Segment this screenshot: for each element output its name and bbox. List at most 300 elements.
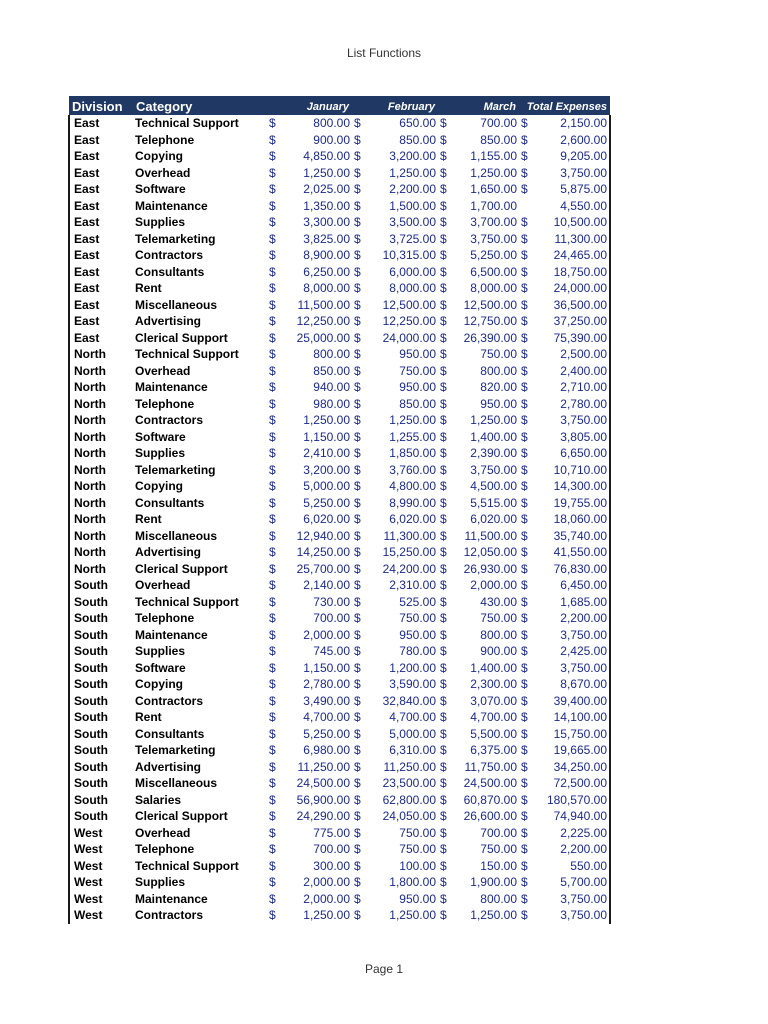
february-cell-value: 5,000.00	[389, 726, 436, 741]
currency-symbol: $	[440, 264, 447, 279]
currency-symbol: $	[521, 347, 528, 362]
march-cell-value: 1,650.00	[470, 182, 517, 197]
february-cell	[352, 429, 438, 446]
january-cell-value: 980.00	[313, 396, 350, 411]
currency-symbol: $	[354, 396, 361, 411]
january-cell	[267, 363, 352, 380]
march-cell	[438, 792, 519, 809]
currency-symbol: $	[354, 528, 361, 543]
january-cell	[267, 297, 352, 314]
table-row	[69, 462, 610, 479]
february-cell	[352, 280, 438, 297]
division-cell: East	[69, 313, 133, 330]
table-row	[69, 495, 610, 512]
march-cell	[438, 874, 519, 891]
category-cell: Rent	[135, 512, 162, 527]
january-cell	[267, 891, 352, 908]
currency-symbol: $	[269, 528, 276, 543]
division-cell: North	[69, 346, 133, 363]
currency-symbol: $	[521, 809, 528, 824]
category-cell: Supplies	[135, 215, 186, 230]
currency-symbol: $	[521, 842, 528, 857]
february-cell-value: 2,310.00	[389, 578, 436, 593]
march-cell	[438, 528, 519, 545]
currency-symbol: $	[440, 479, 447, 494]
currency-symbol: $	[354, 726, 361, 741]
february-cell	[352, 181, 438, 198]
january-cell	[267, 759, 352, 776]
february-cell	[352, 528, 438, 545]
february-cell	[352, 775, 438, 792]
category-cell: Salaries	[135, 792, 182, 807]
total-expenses-cell	[519, 165, 610, 182]
february-cell-value: 3,590.00	[389, 677, 436, 692]
division-cell: North	[69, 511, 133, 528]
total-expenses-cell-value: 2,200.00	[560, 842, 607, 857]
february-cell	[352, 297, 438, 314]
total-expenses-cell-value: 72,500.00	[553, 776, 607, 791]
currency-symbol: $	[440, 594, 447, 609]
total-expenses-cell	[519, 214, 610, 231]
total-expenses-cell	[519, 247, 610, 264]
total-expenses-cell-value: 8,670.00	[560, 677, 607, 692]
january-cell-value: 700.00	[313, 611, 350, 626]
total-expenses-cell	[519, 643, 610, 660]
currency-symbol: $	[269, 446, 276, 461]
currency-symbol: $	[354, 809, 361, 824]
category-cell: Technical Support	[135, 347, 239, 362]
category-cell: Advertising	[135, 545, 202, 560]
january-cell	[267, 115, 352, 132]
january-cell-value: 25,700.00	[296, 561, 350, 576]
table-row	[69, 148, 610, 165]
march-cell	[438, 825, 519, 842]
january-cell	[267, 264, 352, 281]
february-cell-value: 12,500.00	[382, 297, 436, 312]
table-row	[69, 676, 610, 693]
march-cell-value: 800.00	[480, 627, 517, 642]
january-cell	[267, 594, 352, 611]
march-cell-value: 4,500.00	[470, 479, 517, 494]
march-cell	[438, 346, 519, 363]
march-cell	[438, 775, 519, 792]
total-expenses-cell	[519, 874, 610, 891]
category-cell: Telephone	[135, 396, 195, 411]
category-cell: Contractors	[135, 248, 204, 263]
total-expenses-cell-value: 2,500.00	[560, 347, 607, 362]
currency-symbol: $	[440, 380, 447, 395]
currency-symbol: $	[521, 660, 528, 675]
table-row	[69, 594, 610, 611]
division-cell: North	[69, 445, 133, 462]
february-cell-value: 1,850.00	[389, 446, 436, 461]
february-cell	[352, 594, 438, 611]
division-cell: East	[69, 297, 133, 314]
january-cell	[267, 511, 352, 528]
header-row	[69, 97, 610, 115]
page-footer: Page 1	[364, 962, 404, 976]
march-cell	[438, 610, 519, 627]
currency-symbol: $	[521, 429, 528, 444]
march-cell-value: 26,930.00	[463, 561, 517, 576]
category-cell: Software	[135, 660, 186, 675]
february-cell-value: 62,800.00	[382, 792, 436, 807]
february-cell	[352, 660, 438, 677]
total-expenses-cell-value: 3,750.00	[560, 165, 607, 180]
total-expenses-cell-value: 14,300.00	[553, 479, 607, 494]
february-cell	[352, 214, 438, 231]
currency-symbol: $	[440, 281, 447, 296]
january-cell	[267, 148, 352, 165]
january-cell	[267, 709, 352, 726]
currency-symbol: $	[269, 479, 276, 494]
division-cell: North	[69, 462, 133, 479]
total-expenses-cell-value: 2,780.00	[560, 396, 607, 411]
category-cell: Clerical Support	[135, 561, 228, 576]
currency-symbol: $	[440, 215, 447, 230]
january-cell	[267, 643, 352, 660]
currency-symbol: $	[354, 165, 361, 180]
february-cell	[352, 808, 438, 825]
currency-symbol: $	[440, 908, 447, 923]
february-cell	[352, 264, 438, 281]
category-cell: Consultants	[135, 495, 205, 510]
february-cell-value: 780.00	[399, 644, 436, 659]
category-cell: Rent	[135, 281, 162, 296]
division-cell: South	[69, 808, 133, 825]
march-cell-value: 750.00	[480, 842, 517, 857]
division-cell: South	[69, 759, 133, 776]
february-cell	[352, 511, 438, 528]
column-header-february: February	[352, 97, 438, 115]
january-cell-value: 24,500.00	[296, 776, 350, 791]
february-cell-value: 525.00	[399, 594, 436, 609]
division-cell: North	[69, 495, 133, 512]
table-row	[69, 181, 610, 198]
currency-symbol: $	[440, 644, 447, 659]
currency-symbol: $	[269, 182, 276, 197]
february-cell-value: 24,000.00	[382, 330, 436, 345]
currency-symbol: $	[521, 116, 528, 131]
march-cell-value: 11,750.00	[464, 759, 517, 774]
total-expenses-cell	[519, 181, 610, 198]
currency-symbol: $	[440, 314, 447, 329]
total-expenses-cell-value: 550.00	[570, 858, 607, 873]
currency-symbol: $	[269, 594, 276, 609]
total-expenses-cell-value: 74,940.00	[553, 809, 607, 824]
currency-symbol: $	[269, 413, 276, 428]
division-cell: West	[69, 891, 133, 908]
currency-symbol: $	[269, 759, 276, 774]
table-row	[69, 528, 610, 545]
total-expenses-cell	[519, 313, 610, 330]
currency-symbol: $	[521, 149, 528, 164]
total-expenses-cell-value: 2,400.00	[560, 363, 607, 378]
currency-symbol: $	[354, 198, 361, 213]
february-cell	[352, 858, 438, 875]
january-cell	[267, 693, 352, 710]
march-cell	[438, 198, 519, 215]
currency-symbol: $	[354, 644, 361, 659]
march-cell-value: 800.00	[480, 891, 517, 906]
currency-symbol: $	[521, 693, 528, 708]
category-cell: Technical Support	[135, 594, 239, 609]
currency-symbol: $	[440, 578, 447, 593]
january-cell-value: 300.00	[313, 858, 350, 873]
total-expenses-cell-value: 5,700.00	[560, 875, 607, 890]
division-cell: North	[69, 429, 133, 446]
total-expenses-cell-value: 3,750.00	[560, 413, 607, 428]
table-row	[69, 759, 610, 776]
march-cell-value: 3,700.00	[470, 215, 517, 230]
january-cell-value: 850.00	[313, 363, 350, 378]
currency-symbol: $	[269, 297, 276, 312]
category-cell: Telemarketing	[135, 743, 216, 758]
total-expenses-cell	[519, 412, 610, 429]
currency-symbol: $	[354, 446, 361, 461]
february-cell-value: 11,250.00	[383, 759, 436, 774]
january-cell	[267, 445, 352, 462]
february-cell-value: 1,200.00	[389, 660, 436, 675]
currency-symbol: $	[521, 462, 528, 477]
currency-symbol: $	[521, 578, 528, 593]
total-expenses-cell-value: 36,500.00	[553, 297, 607, 312]
february-cell	[352, 709, 438, 726]
total-expenses-cell	[519, 511, 610, 528]
currency-symbol: $	[269, 149, 276, 164]
division-cell: South	[69, 693, 133, 710]
total-expenses-cell-value: 75,390.00	[553, 330, 607, 345]
currency-symbol: $	[354, 908, 361, 923]
january-cell	[267, 181, 352, 198]
total-expenses-cell	[519, 759, 610, 776]
table-row	[69, 313, 610, 330]
table-body	[69, 115, 610, 924]
total-expenses-cell	[519, 627, 610, 644]
division-cell: North	[69, 544, 133, 561]
march-cell	[438, 280, 519, 297]
currency-symbol: $	[354, 660, 361, 675]
currency-symbol: $	[354, 347, 361, 362]
total-expenses-cell	[519, 330, 610, 347]
march-cell	[438, 214, 519, 231]
currency-symbol: $	[354, 759, 361, 774]
currency-symbol: $	[440, 561, 447, 576]
january-cell	[267, 396, 352, 413]
division-cell: East	[69, 231, 133, 248]
february-cell	[352, 610, 438, 627]
currency-symbol: $	[440, 792, 447, 807]
february-cell	[352, 495, 438, 512]
february-cell	[352, 330, 438, 347]
february-cell	[352, 891, 438, 908]
march-cell-value: 900.00	[480, 644, 517, 659]
total-expenses-cell-value: 3,750.00	[560, 891, 607, 906]
february-cell-value: 950.00	[399, 347, 436, 362]
january-cell	[267, 379, 352, 396]
january-cell-value: 775.00	[313, 825, 350, 840]
january-cell-value: 2,000.00	[303, 891, 350, 906]
january-cell	[267, 627, 352, 644]
currency-symbol: $	[354, 215, 361, 230]
total-expenses-cell-value: 6,650.00	[560, 446, 607, 461]
total-expenses-cell	[519, 577, 610, 594]
february-cell	[352, 693, 438, 710]
table-row	[69, 412, 610, 429]
division-cell: East	[69, 198, 133, 215]
total-expenses-cell-value: 2,225.00	[560, 825, 607, 840]
currency-symbol: $	[440, 710, 447, 725]
category-cell: Overhead	[135, 363, 191, 378]
table-row	[69, 379, 610, 396]
january-cell-value: 12,940.00	[296, 528, 350, 543]
currency-symbol: $	[354, 792, 361, 807]
currency-symbol: $	[440, 248, 447, 263]
total-expenses-cell-value: 3,750.00	[560, 660, 607, 675]
table-row	[69, 330, 610, 347]
january-cell-value: 1,250.00	[303, 165, 350, 180]
march-cell	[438, 577, 519, 594]
february-cell	[352, 396, 438, 413]
currency-symbol: $	[521, 759, 528, 774]
march-cell-value: 12,750.00	[463, 314, 517, 329]
march-cell	[438, 495, 519, 512]
currency-symbol: $	[269, 891, 276, 906]
currency-symbol: $	[269, 231, 276, 246]
february-cell-value: 950.00	[399, 380, 436, 395]
march-cell-value: 11,500.00	[464, 528, 517, 543]
march-cell	[438, 363, 519, 380]
table-row	[69, 231, 610, 248]
table-header	[69, 97, 610, 115]
currency-symbol: $	[354, 330, 361, 345]
column-header-march: March	[438, 97, 519, 115]
currency-symbol: $	[440, 495, 447, 510]
february-cell-value: 1,255.00	[389, 429, 436, 444]
table-row	[69, 396, 610, 413]
currency-symbol: $	[521, 446, 528, 461]
currency-symbol: $	[269, 660, 276, 675]
january-cell-value: 2,780.00	[303, 677, 350, 692]
currency-symbol: $	[521, 726, 528, 741]
category-cell: Copying	[135, 677, 183, 692]
currency-symbol: $	[269, 198, 276, 213]
division-cell: South	[69, 627, 133, 644]
currency-symbol: $	[269, 875, 276, 890]
currency-symbol: $	[269, 792, 276, 807]
january-cell-value: 900.00	[313, 132, 350, 147]
february-cell-value: 12,250.00	[382, 314, 436, 329]
february-cell-value: 32,840.00	[382, 693, 436, 708]
march-cell-value: 150.00	[480, 858, 517, 873]
division-cell: East	[69, 280, 133, 297]
january-cell-value: 56,900.00	[296, 792, 350, 807]
division-cell: East	[69, 148, 133, 165]
division-cell: East	[69, 165, 133, 182]
currency-symbol: $	[440, 759, 447, 774]
january-cell	[267, 462, 352, 479]
category-cell: Technical Support	[135, 858, 239, 873]
currency-symbol: $	[354, 363, 361, 378]
february-cell-value: 1,250.00	[389, 413, 436, 428]
total-expenses-cell	[519, 396, 610, 413]
currency-symbol: $	[521, 264, 528, 279]
currency-symbol: $	[269, 363, 276, 378]
currency-symbol: $	[354, 858, 361, 873]
march-cell-value: 6,020.00	[470, 512, 517, 527]
total-expenses-cell	[519, 429, 610, 446]
category-cell: Technical Support	[135, 116, 239, 131]
currency-symbol: $	[269, 561, 276, 576]
division-cell: West	[69, 841, 133, 858]
february-cell-value: 2,200.00	[389, 182, 436, 197]
currency-symbol: $	[354, 710, 361, 725]
february-cell-value: 1,500.00	[389, 198, 436, 213]
division-cell: East	[69, 132, 133, 149]
march-cell-value: 26,600.00	[463, 809, 517, 824]
category-cell: Maintenance	[135, 627, 208, 642]
january-cell	[267, 313, 352, 330]
currency-symbol: $	[521, 396, 528, 411]
february-cell-value: 100.00	[399, 858, 436, 873]
march-cell-value: 700.00	[480, 116, 517, 131]
march-cell	[438, 891, 519, 908]
currency-symbol: $	[521, 908, 528, 923]
table-row	[69, 198, 610, 215]
march-cell-value: 3,750.00	[470, 231, 517, 246]
january-cell-value: 12,250.00	[296, 314, 350, 329]
february-cell	[352, 198, 438, 215]
division-cell: North	[69, 478, 133, 495]
february-cell-value: 3,725.00	[389, 231, 436, 246]
total-expenses-cell	[519, 660, 610, 677]
january-cell	[267, 280, 352, 297]
january-cell-value: 6,250.00	[303, 264, 350, 279]
february-cell-value: 6,310.00	[389, 743, 436, 758]
currency-symbol: $	[354, 512, 361, 527]
march-cell	[438, 561, 519, 578]
category-cell: Supplies	[135, 875, 186, 890]
january-cell	[267, 247, 352, 264]
total-expenses-cell	[519, 198, 610, 215]
currency-symbol: $	[269, 545, 276, 560]
currency-symbol: $	[440, 330, 447, 345]
march-cell	[438, 264, 519, 281]
february-cell-value: 10,315.00	[382, 248, 436, 263]
currency-symbol: $	[440, 149, 447, 164]
currency-symbol: $	[269, 330, 276, 345]
currency-symbol: $	[269, 215, 276, 230]
currency-symbol: $	[521, 528, 528, 543]
currency-symbol: $	[440, 809, 447, 824]
currency-symbol: $	[521, 561, 528, 576]
january-cell	[267, 676, 352, 693]
january-cell-value: 14,250.00	[296, 545, 350, 560]
category-cell: Clerical Support	[135, 330, 228, 345]
division-cell: East	[69, 264, 133, 281]
total-expenses-cell-value: 4,550.00	[560, 198, 607, 213]
total-expenses-cell-value: 15,750.00	[553, 726, 607, 741]
currency-symbol: $	[269, 429, 276, 444]
currency-symbol: $	[521, 545, 528, 560]
march-cell-value: 8,000.00	[470, 281, 517, 296]
currency-symbol: $	[354, 611, 361, 626]
total-expenses-cell	[519, 462, 610, 479]
january-cell	[267, 231, 352, 248]
march-cell-value: 820.00	[480, 380, 517, 395]
january-cell	[267, 561, 352, 578]
category-cell: Advertising	[135, 314, 202, 329]
